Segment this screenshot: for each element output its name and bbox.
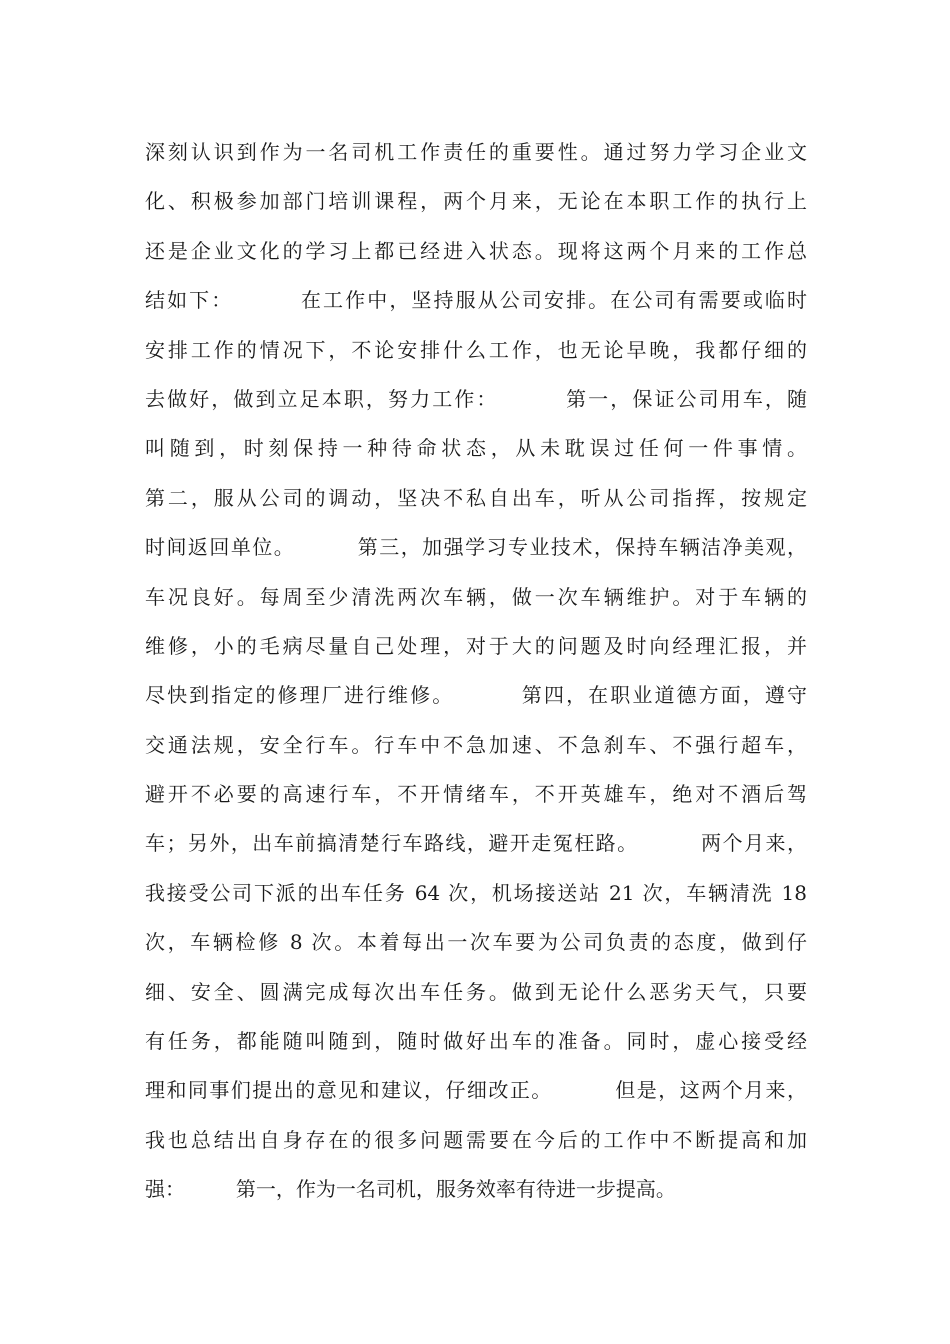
text-line-7: 叫随到，时刻保持一种待命状态，从未耽误过任何一件事情。 bbox=[145, 436, 807, 461]
text-line-2: 化、积极参加部门培训课程，两个月来，无论在本职工作的执行上 bbox=[145, 189, 807, 214]
text-line-9: 时间返回单位。 第三，加强学习专业技术，保持车辆洁净美观， bbox=[145, 535, 807, 560]
text-line-4: 结如下： 在工作中，坚持服从公司安排。在公司有需要或临时 bbox=[145, 288, 807, 313]
text-line-18: 细、安全、圆满完成每次出车任务。做到无论什么恶劣天气，只要 bbox=[145, 979, 807, 1004]
text-line-3: 还是企业文化的学习上都已经进入状态。现将这两个月来的工作总 bbox=[145, 238, 807, 263]
text-line-5: 安排工作的情况下，不论安排什么工作，也无论早晚，我都仔细的 bbox=[145, 337, 807, 362]
text-line-13: 交通法规，安全行车。行车中不急加速、不急刹车、不强行超车， bbox=[145, 732, 807, 757]
text-line-12: 尽快到指定的修理厂进行维修。 第四，在职业道德方面，遵守 bbox=[145, 683, 807, 708]
text-line-16: 我接受公司下派的出车任务 64 次，机场接送站 21 次，车辆清洗 18 bbox=[145, 880, 807, 905]
text-line-8: 第二，服从公司的调动，坚决不私自出车，听从公司指挥，按规定 bbox=[145, 485, 807, 510]
body-text bbox=[145, 128, 807, 1215]
text-line-1: 深刻认识到作为一名司机工作责任的重要性。通过努力学习企业文 bbox=[145, 140, 807, 164]
text-line-15: 车；另外，出车前搞清楚行车路线，避开走冤枉路。 两个月来， bbox=[145, 831, 807, 856]
text-line-14: 避开不必要的高速行车，不开情绪车，不开英雄车，绝对不酒后驾 bbox=[145, 782, 807, 807]
text-line-6: 去做好，做到立足本职，努力工作： 第一，保证公司用车，随 bbox=[145, 386, 807, 411]
text-line-17: 次，车辆检修 8 次。本着每出一次车要为公司负责的态度，做到仔 bbox=[145, 930, 807, 955]
text-line-22: 强： 第一，作为一名司机，服务效率有待进一步提高。 bbox=[145, 1177, 676, 1202]
text-line-21: 我也总结出自身存在的很多问题需要在今后的工作中不断提高和加 bbox=[145, 1127, 807, 1152]
text-line-19: 有任务，都能随叫随到，随时做好出车的准备。同时，虚心接受经 bbox=[145, 1029, 807, 1054]
text-line-10: 车况良好。每周至少清洗两次车辆，做一次车辆维护。对于车辆的 bbox=[145, 584, 807, 609]
text-line-11: 维修，小的毛病尽量自己处理，对于大的问题及时向经理汇报，并 bbox=[145, 633, 807, 658]
text-line-20: 理和同事们提出的意见和建议，仔细改正。 但是，这两个月来， bbox=[145, 1078, 807, 1103]
